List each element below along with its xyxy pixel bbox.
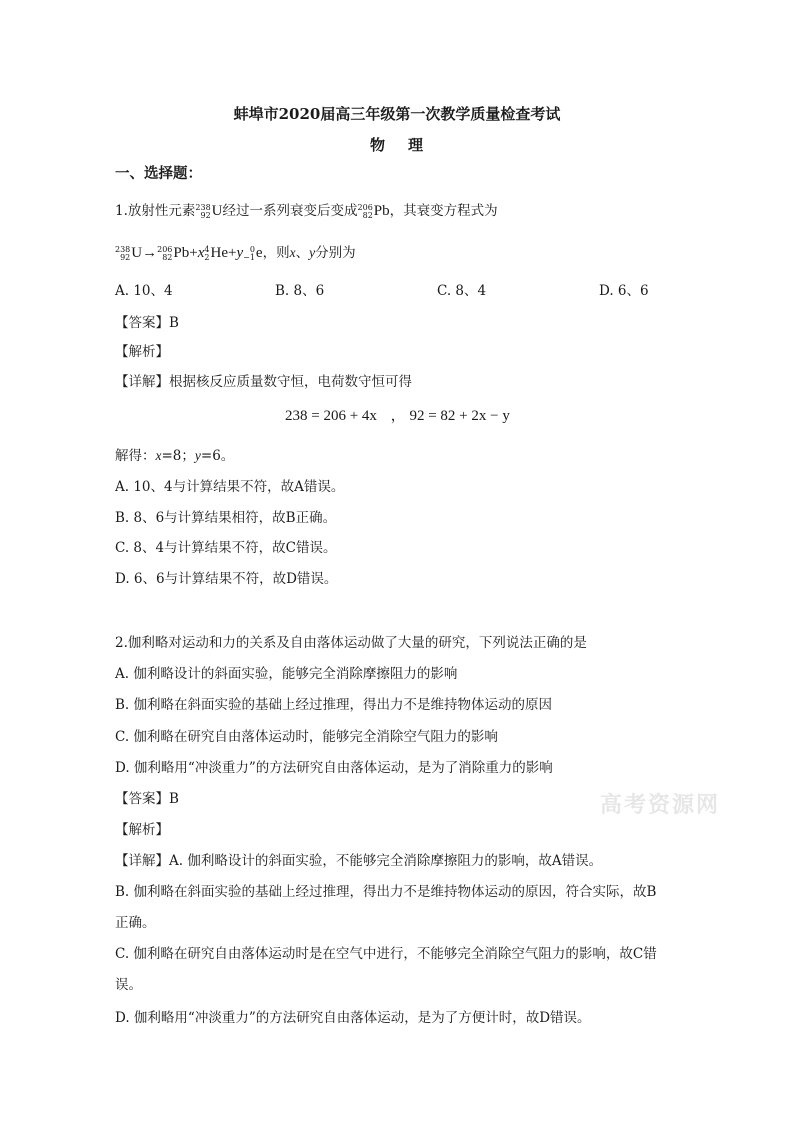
subject-char-1: 物	[369, 136, 386, 154]
q1-stem-text-c: ，其衰变方程式为	[389, 203, 498, 219]
q2-detail-c-line1: C. 伽利略在研究自由落体运动时是在空气中进行，不能够完全消除空气阻力的影响，故C错	[115, 946, 657, 962]
arrow-icon: →	[142, 245, 158, 261]
solve-y-value: =6。	[200, 448, 235, 464]
eq-e-mass: 0	[249, 244, 255, 254]
eq-e-charge: −1	[243, 252, 255, 262]
q2-detail-d: D. 伽利略用“冲淡重力”的方法研究自由落体运动，是为了方便计时，故D错误。	[115, 1010, 591, 1026]
solve-y: y	[194, 448, 201, 463]
eq-u-numbers	[115, 246, 130, 262]
q1-option-d: D. 6、6	[599, 283, 649, 299]
pb-charge: 82	[362, 210, 373, 220]
q1-stem-text-d: ，则	[262, 245, 290, 261]
solve-x: x	[155, 448, 162, 463]
watermark-logo: 高考资源网	[600, 792, 721, 818]
eq-u-mass: 238	[115, 244, 131, 254]
eq-plus-2: +	[227, 245, 237, 261]
q1-explain-a: A. 10、4与计算结果不符，故A错误。	[115, 479, 345, 495]
eq-u-charge: 92	[120, 252, 131, 262]
u-mass: 238	[195, 202, 211, 212]
eq-e-numbers	[243, 246, 255, 262]
q1-option-b: B. 8、6	[275, 283, 325, 299]
q2-option-b: B. 伽利略在斜面实验的基础上经过推理，得出力不是维持物体运动的原因	[115, 697, 553, 713]
section-heading: 一、选择题：	[115, 165, 202, 182]
eq-pb-symbol: Pb	[173, 245, 190, 261]
q1-detail: 【详解】根据核反应质量数守恒，电荷数守恒可得	[115, 374, 412, 390]
equation-separator: ，	[390, 408, 406, 424]
q2-detail-c-line2: 误。	[115, 977, 142, 993]
q1-stem-text-h: 分别为	[315, 245, 356, 261]
q2-option-a: A. 伽利略设计的斜面实验，能够完全消除摩擦阻力的影响	[115, 666, 458, 682]
q2-stem: 2.伽利略对运动和力的关系及自由落体运动做了大量的研究，下列说法正确的是	[115, 635, 587, 651]
solve-x-value: =8；	[161, 448, 195, 464]
q1-explain-b: B. 8、6与计算结果相符，故B正确。	[115, 510, 337, 526]
q1-solution	[115, 446, 234, 466]
eq-plus-1: +	[189, 245, 198, 261]
eq-pb-charge: 82	[162, 252, 173, 262]
q1-stem-text-b: 经过一系列衰变后变成	[222, 203, 358, 219]
page-title: 蚌埠市2020届高三年级第一次教学质量检查考试	[233, 105, 561, 123]
eq-he-mass: 4	[204, 244, 210, 254]
q2-option-d: D. 伽利略用“冲淡重力”的方法研究自由落体运动，是为了消除重力的影响	[115, 760, 553, 776]
eq-x: x	[197, 245, 205, 261]
q1-explain-d: D. 6、6与计算结果不符，故D错误。	[115, 571, 338, 587]
pb-symbol: Pb	[373, 203, 390, 219]
q1-option-a: A. 10、4	[115, 283, 173, 299]
eq-pb-mass: 206	[157, 244, 173, 254]
q2-analysis-label: 【解析】	[115, 822, 169, 838]
eq-pb-numbers	[157, 246, 172, 262]
mass-conservation-equation: 238 = 206 + 4x	[285, 408, 377, 424]
q1-conservation-equations	[285, 405, 510, 427]
q2-detail-a: 【详解】A. 伽利略设计的斜面实验，不能够完全消除摩擦阻力的影响，故A错误。	[115, 853, 603, 869]
pb-nuclide-numbers	[358, 204, 373, 220]
q1-explain-c: C. 8、4与计算结果不符，故C错误。	[115, 540, 337, 556]
q1-var-x: x	[289, 245, 296, 260]
eq-he-numbers	[204, 246, 209, 262]
pb-mass: 206	[357, 202, 373, 212]
q2-option-c: C. 伽利略在研究自由落体运动时，能够完全消除空气阻力的影响	[115, 729, 498, 745]
u-symbol: U	[211, 203, 223, 219]
q2-detail-b-line2: 正确。	[115, 915, 156, 931]
q1-stem	[115, 201, 498, 221]
eq-u-symbol: U	[131, 245, 143, 261]
eq-y: y	[236, 245, 244, 261]
q1-answer: 【答案】B	[115, 315, 179, 331]
u-nuclide-numbers	[195, 204, 210, 220]
q1-sep: 、	[295, 245, 310, 261]
u-charge: 92	[200, 210, 211, 220]
q1-decay-equation	[115, 243, 356, 263]
q1-analysis-label: 【解析】	[115, 344, 169, 360]
q1-option-c: C. 8、4	[437, 283, 487, 299]
charge-conservation-equation: 92 = 82 + 2x − y	[409, 408, 510, 424]
q1-stem-text-a: 1.放射性元素	[115, 203, 196, 219]
subject-title	[0, 134, 794, 155]
eq-e-symbol: e	[255, 245, 263, 261]
eq-he-charge: 2	[204, 252, 210, 262]
eq-he-symbol: He	[210, 245, 228, 261]
q1-var-y: y	[309, 245, 316, 260]
solve-label: 解得：	[115, 448, 156, 464]
q2-answer: 【答案】B	[115, 791, 179, 807]
q2-detail-b-line1: B. 伽利略在斜面实验的基础上经过推理，得出力不是维持物体运动的原因，符合实际，故B	[115, 884, 657, 900]
subject-char-2: 理	[408, 136, 425, 154]
